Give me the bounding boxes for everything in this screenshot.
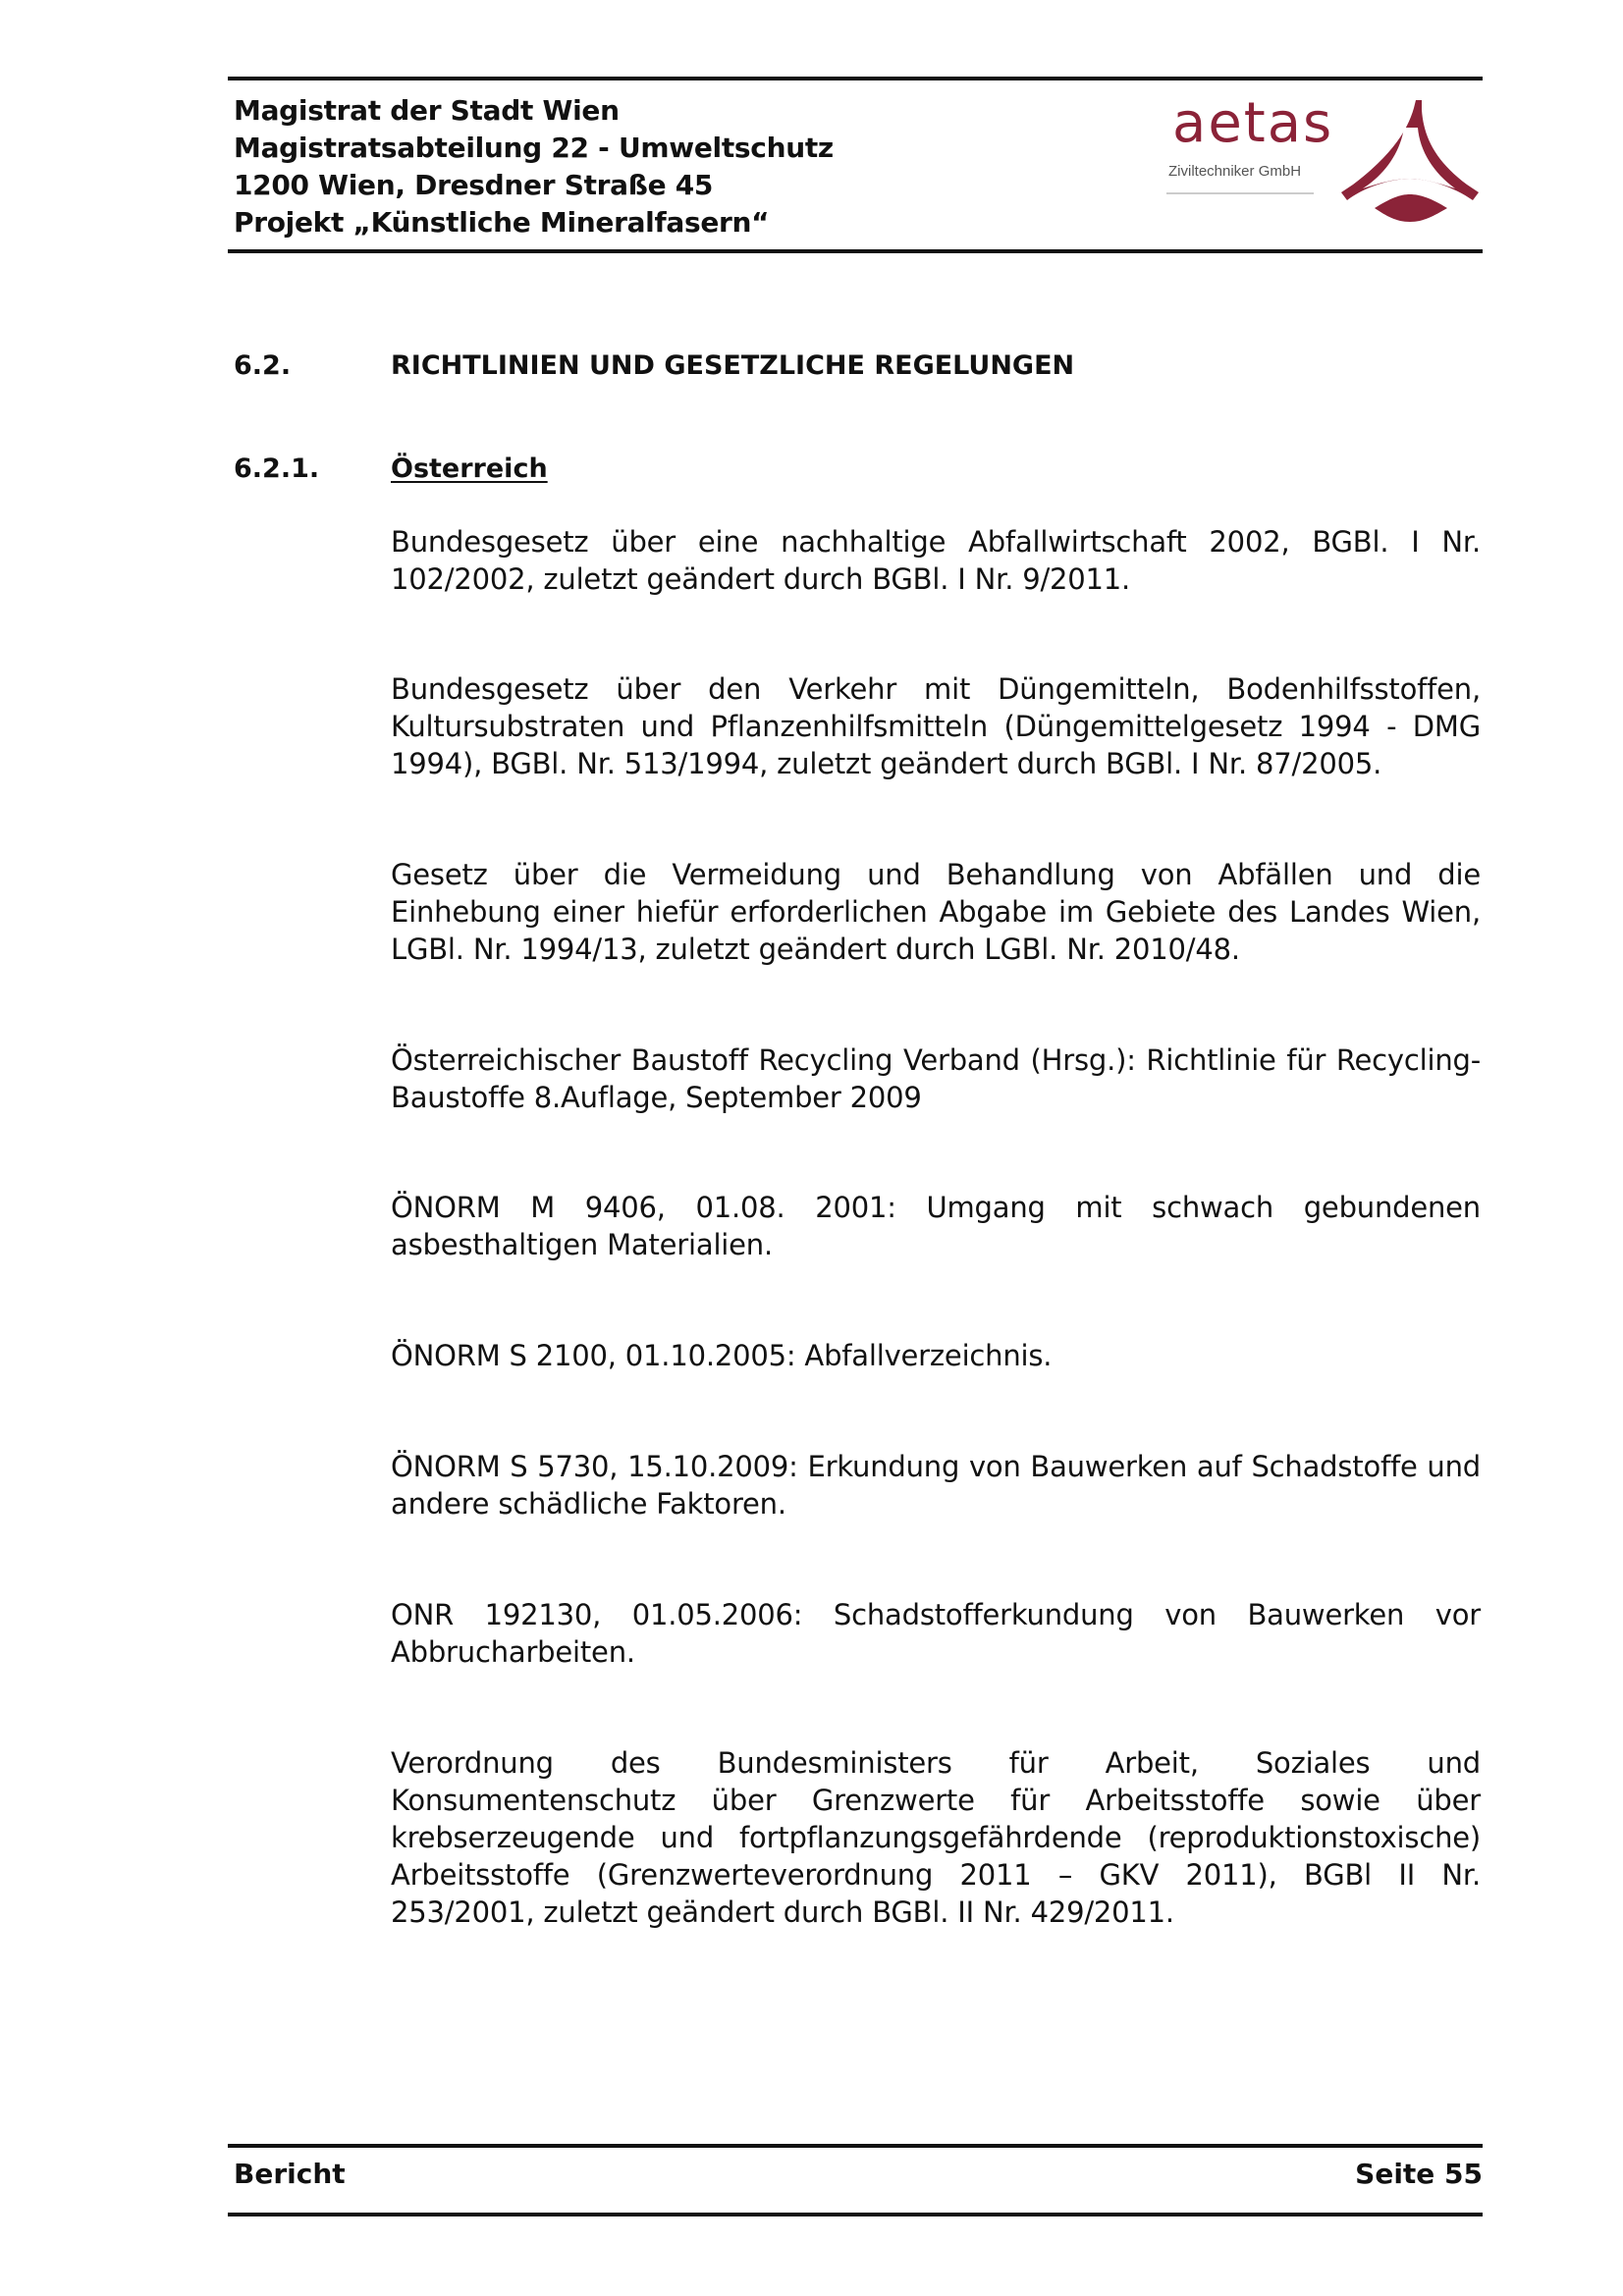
header-line-authority: Magistrat der Stadt Wien [234,94,620,127]
header-line-project: Projekt „Künstliche Mineralfasern“ [234,206,770,239]
footer-top-rule [228,2144,1483,2148]
regulation-paragraph: ONR 192130, 01.05.2006: Schadstofferkundung von Bauwerken vor Abbrucharbeiten. [391,1598,1481,1669]
header-top-rule [228,77,1483,80]
logo-subtitle: Ziviltechniker GmbH [1168,163,1302,180]
logo-wordmark: aetas [1172,91,1334,155]
header-line-department: Magistratsabteilung 22 - Umweltschutz [234,132,834,164]
company-logo [1159,91,1483,232]
footer-page-number: Seite 55 [1355,2158,1483,2190]
header-address-block [234,92,834,241]
header-line-address: 1200 Wien, Dresdner Straße 45 [234,169,714,201]
footer-bottom-rule [228,2213,1483,2216]
subsection-number: 6.2.1. [234,454,320,484]
regulation-paragraph: Verordnung des Bundesministers für Arbeit, Soziales und Konsumentenschutz über Grenzwerte für Arbeitsstoffe sowie über krebserzeugende und fortpflanzungsgefährdende (reproduktionstoxische) Arbeitsstoffe (Grenzwerteverordnung 2011 – GKV 2011), BGBl II Nr. 253/2001, zuletzt geändert durch BGBl. II Nr. 429/2011. [391,1746,1481,1929]
aetas-triangle-icon [1335,98,1483,226]
subsection-title: Österreich [391,454,548,484]
regulation-paragraph: Gesetz über die Vermeidung und Behandlung von Abfällen und die Einhebung einer hiefür erforderlichen Abgabe im Gebiete des Landes Wien, LGBl. Nr. 1994/13, zuletzt geändert durch LGBl. Nr. 2010/48. [391,858,1481,966]
regulation-paragraph: Bundesgesetz über eine nachhaltige Abfallwirtschaft 2002, BGBl. I Nr. 102/2002, zuletzt geändert durch BGBl. I Nr. 9/2011. [391,525,1481,596]
section-title: RICHTLINIEN UND GESETZLICHE REGELUNGEN [391,350,1075,381]
section-number: 6.2. [234,350,292,381]
regulation-paragraph: ÖNORM S 2100, 01.10.2005: Abfallverzeichnis. [391,1339,1053,1372]
footer-document-type: Bericht [234,2158,346,2190]
regulation-paragraph: Bundesgesetz über den Verkehr mit Düngemitteln, Bodenhilfsstoffen, Kultursubstraten und Pflanzenhilfsmitteln (Düngemittelgesetz 1994 - DMG 1994), BGBl. Nr. 513/1994, zuletzt geändert durch BGBl. I Nr. 87/2005. [391,672,1481,780]
logo-divider [1166,192,1314,194]
regulation-paragraph: ÖNORM M 9406, 01.08. 2001: Umgang mit schwach gebundenen asbesthaltigen Materialien. [391,1191,1481,1261]
regulation-paragraph: ÖNORM S 5730, 15.10.2009: Erkundung von Bauwerken auf Schadstoffe und andere schädliche Faktoren. [391,1450,1481,1521]
header-bottom-rule [228,249,1483,253]
regulation-paragraph: Österreichischer Baustoff Recycling Verband (Hrsg.): Richtlinie für Recycling-Baustoffe 8.Auflage, September 2009 [391,1043,1481,1114]
